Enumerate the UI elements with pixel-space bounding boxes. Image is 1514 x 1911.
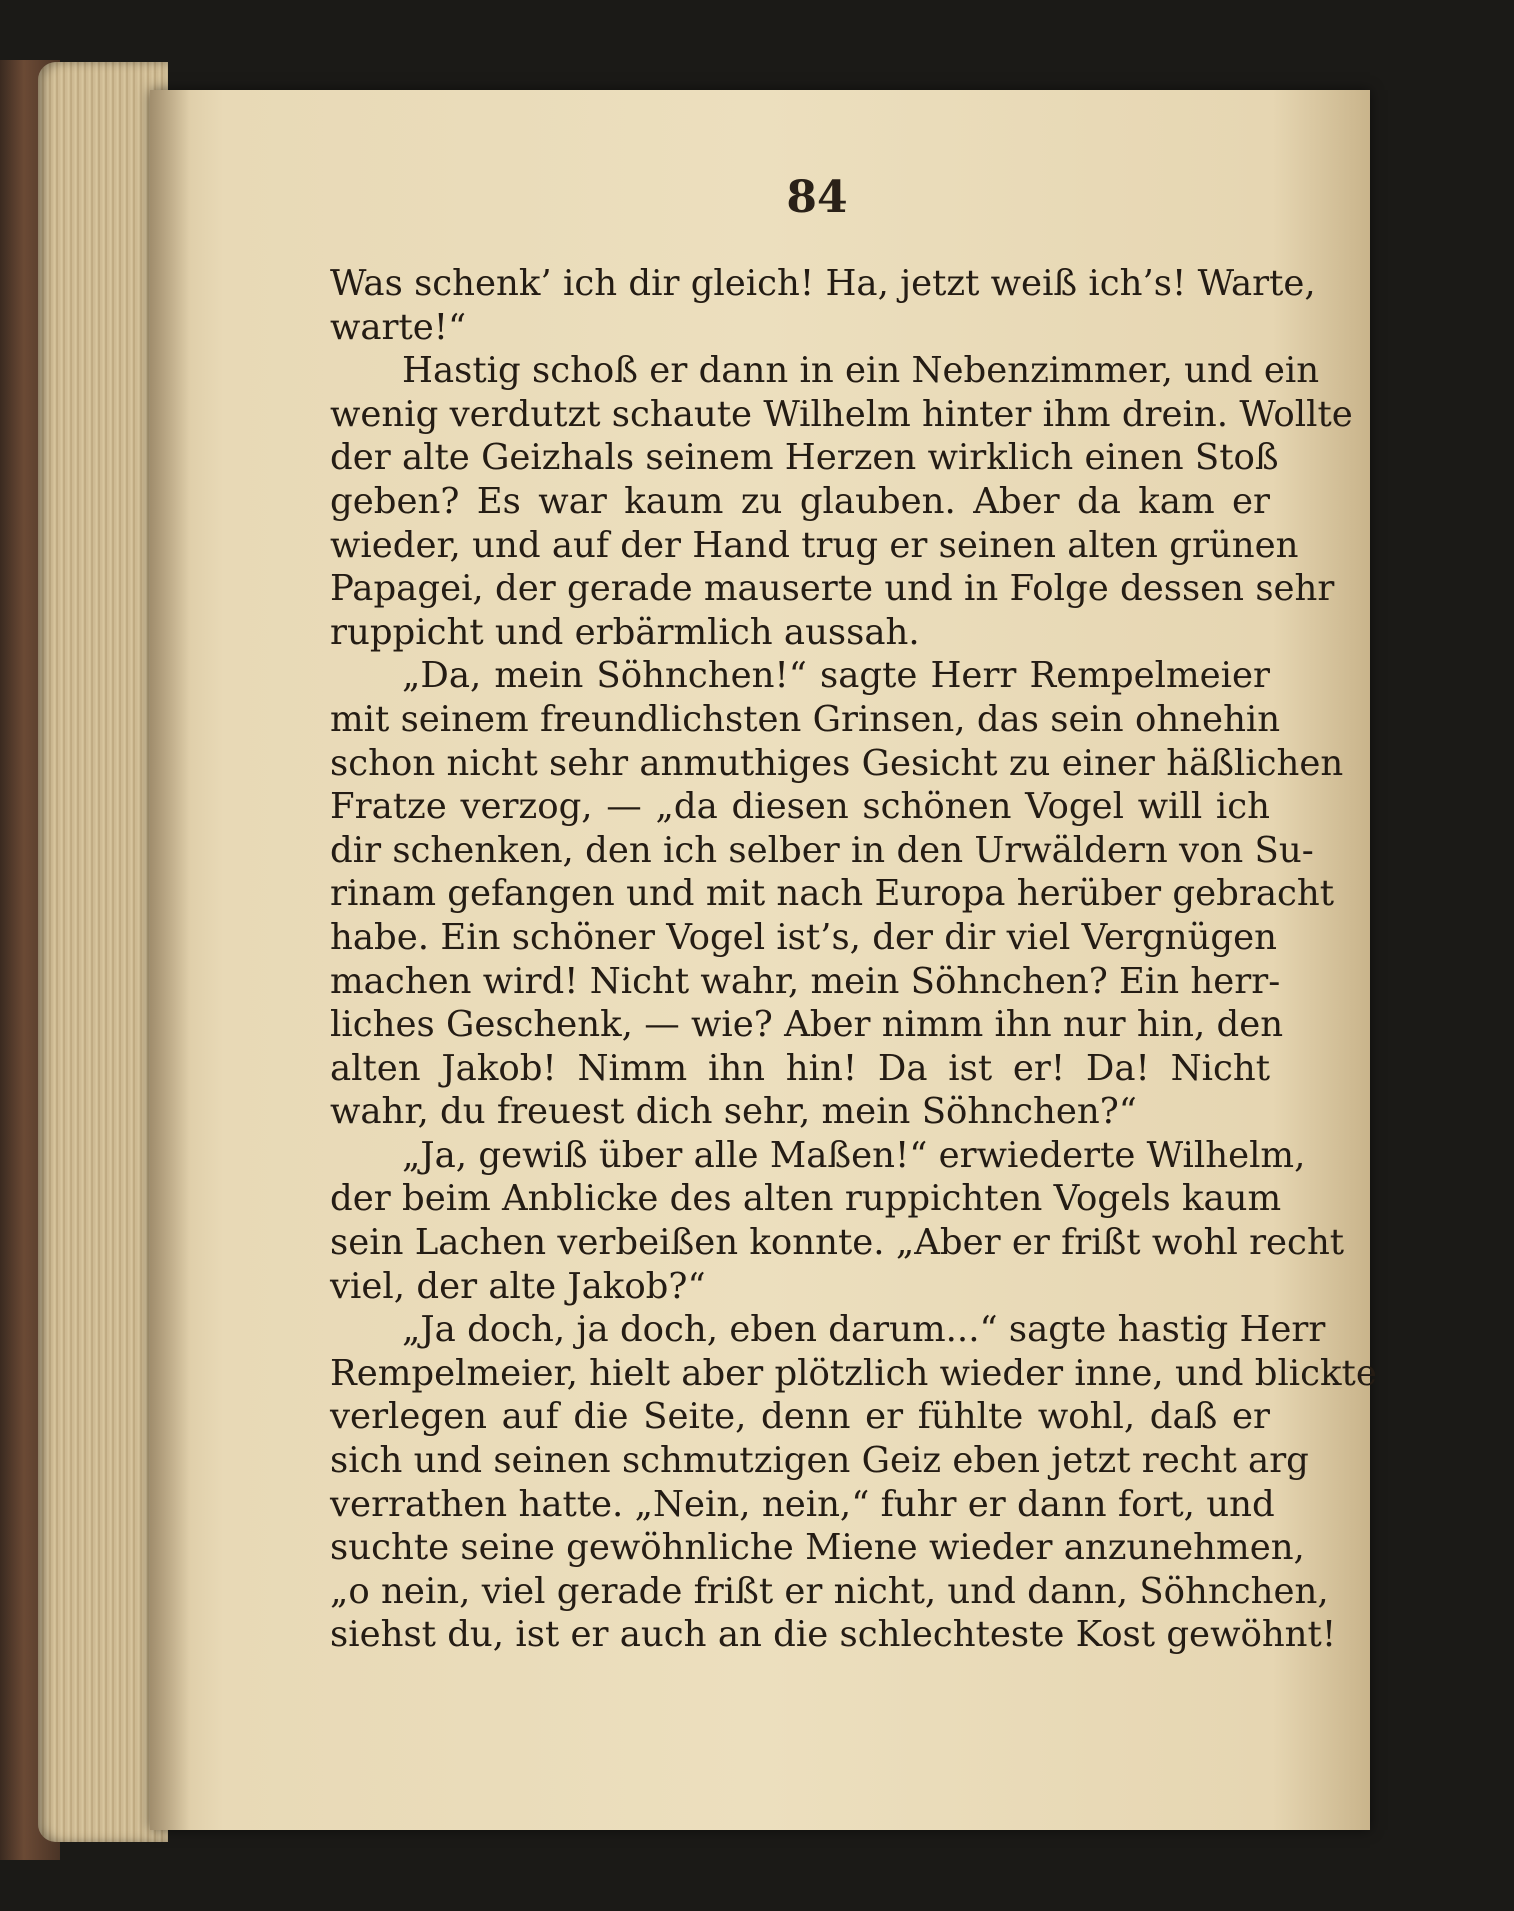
text-line: der alte Geizhals seinem Herzen wirklich einen Stoß (330, 437, 1279, 479)
text-line: mit seinem freundlichsten Grinsen, das sein ohnehin (330, 698, 1281, 740)
text-line: Hastig schoß er dann in ein Nebenzimmer, und ein (402, 350, 1320, 392)
text-line: rinam gefangen und mit nach Europa herüber gebracht (330, 873, 1335, 915)
text-line: liches Geschenk, — wie? Aber nimm ihn nur hin, den (330, 1004, 1284, 1046)
text-line: siehst du, ist er auch an die schlechteste Kost gewöhnt! (330, 1614, 1337, 1656)
body-text (330, 262, 1377, 1657)
text-line: der beim Anblicke des alten ruppichten Vogels kaum (330, 1178, 1282, 1220)
text-line: Papagei, der gerade mauserte und in Folge dessen sehr (330, 568, 1335, 610)
page-number: 84 (786, 172, 848, 223)
text-line: „Da, mein Söhnchen!“ sagte Herr Rempelmeier (402, 655, 1270, 697)
text-line: ruppicht und erbärmlich aussah. (330, 611, 920, 653)
text-line: „o nein, viel gerade frißt er nicht, und dann, Söhnchen, (330, 1570, 1329, 1612)
gutter-shadow (150, 90, 190, 1830)
text-line: warte!“ (330, 306, 467, 348)
text-line: machen wird! Nicht wahr, mein Söhnchen? Ein herr- (330, 960, 1281, 1002)
text-line: wenig verdutzt schaute Wilhelm hinter ihm drein. Wollte (330, 393, 1353, 435)
text-line: verrathen hatte. „Nein, nein,“ fuhr er dann fort, und (330, 1483, 1275, 1525)
text-line: Was schenk’ ich dir gleich! Ha, jetzt weiß ich’s! Warte, (330, 263, 1316, 304)
text-line: sein Lachen verbeißen konnte. „Aber er frißt wohl recht (330, 1222, 1345, 1264)
text-line: viel, der alte Jakob?“ (330, 1265, 706, 1307)
text-line: geben? Es war kaum zu glauben. Aber da kam er (330, 480, 1270, 522)
text-line: habe. Ein schöner Vogel ist’s, der dir viel Vergnügen (330, 916, 1278, 958)
text-line: Rempelmeier, hielt aber plötzlich wieder inne, und blickte (330, 1352, 1377, 1394)
text-line: schon nicht sehr anmuthiges Gesicht zu einer häßlichen (330, 742, 1344, 784)
text-line: verlegen auf die Seite, denn er fühlte wohl, daß er (330, 1396, 1270, 1438)
text-line: „Ja doch, ja doch, eben darum...“ sagte hastig Herr (402, 1309, 1326, 1351)
text-line: suchte seine gewöhnliche Miene wieder anzunehmen, (330, 1527, 1305, 1569)
text-line: wahr, du freuest dich sehr, mein Söhnchen?“ (330, 1091, 1137, 1133)
text-line: sich und seinen schmutzigen Geiz eben jetzt recht arg (330, 1440, 1309, 1482)
text-line: dir schenken, den ich selber in den Urwäldern von Su- (330, 829, 1314, 871)
text-line: Fratze verzog, — „da diesen schönen Vogel will ich (330, 786, 1270, 828)
text-line: wieder, und auf der Hand trug er seinen alten grünen (330, 524, 1299, 566)
text-line: alten Jakob! Nimm ihn hin! Da ist er! Da! Nicht (330, 1047, 1270, 1089)
text-line: „Ja, gewiß über alle Maßen!“ erwiederte Wilhelm, (402, 1134, 1306, 1176)
page-edges (38, 62, 168, 1842)
